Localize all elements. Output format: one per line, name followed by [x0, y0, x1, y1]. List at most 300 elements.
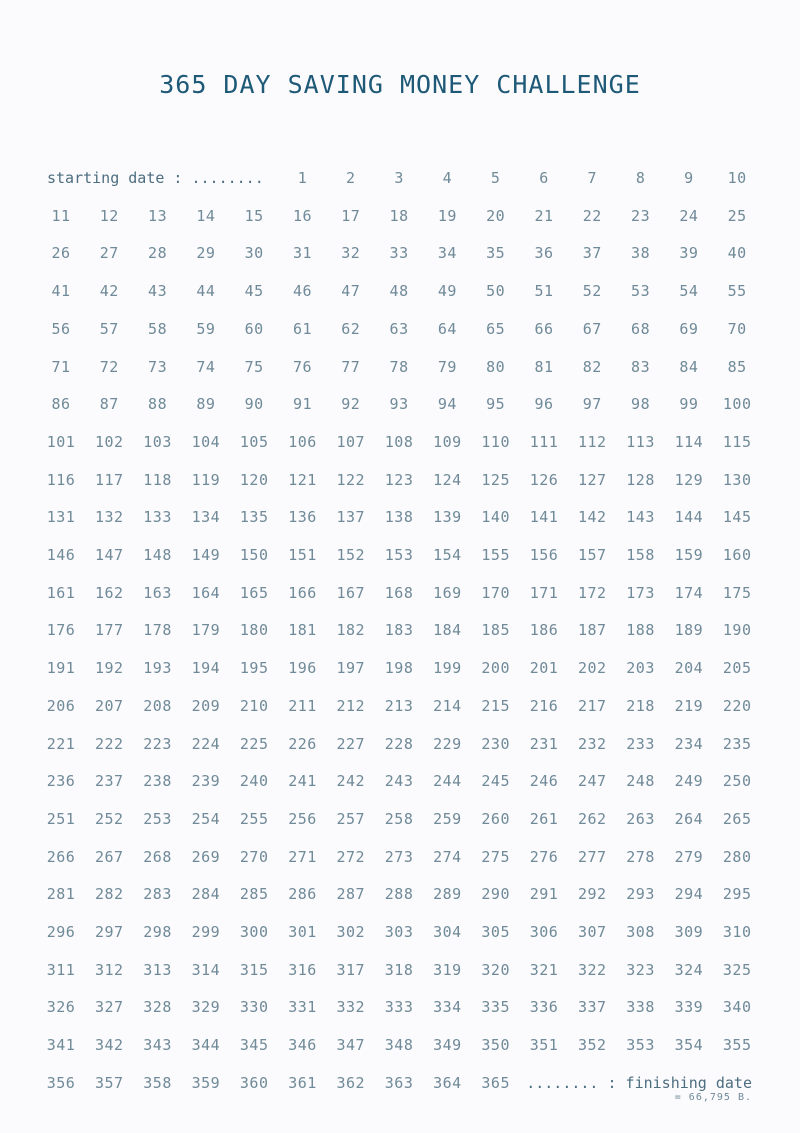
day-cell[interactable]: 295	[722, 885, 752, 904]
day-cell[interactable]: 144	[674, 508, 704, 527]
day-cell[interactable]: 273	[384, 847, 414, 866]
day-cell[interactable]: 147	[94, 546, 124, 564]
day-cell[interactable]: 269	[191, 847, 221, 866]
day-cell[interactable]: 326	[46, 998, 76, 1017]
day-cell[interactable]: 285	[239, 885, 269, 904]
day-cell[interactable]: 207	[94, 696, 124, 715]
day-cell[interactable]: 12	[99, 206, 119, 225]
day-cell[interactable]: 38	[631, 244, 651, 263]
day-cell[interactable]: 58	[148, 319, 168, 338]
day-cell[interactable]: 73	[148, 357, 168, 376]
day-cell[interactable]: 111	[529, 432, 559, 451]
day-cell[interactable]: 186	[529, 621, 559, 640]
day-cell[interactable]: 7	[587, 169, 598, 187]
day-cell[interactable]: 27	[99, 244, 119, 263]
day-cell[interactable]: 238	[143, 772, 172, 791]
day-cell[interactable]: 312	[94, 960, 124, 979]
day-cell[interactable]: 210	[239, 696, 269, 715]
day-cell[interactable]: 67	[582, 319, 602, 338]
day-cell[interactable]: 13	[148, 206, 168, 225]
day-cell[interactable]: 218	[626, 696, 655, 715]
day-cell[interactable]: 9	[684, 169, 694, 187]
day-cell[interactable]: 175	[722, 583, 752, 602]
day-cell[interactable]: 204	[674, 659, 704, 678]
day-cell[interactable]: 69	[679, 319, 699, 338]
day-cell[interactable]: 127	[577, 470, 607, 489]
day-cell[interactable]: 311	[46, 960, 76, 979]
day-cell[interactable]: 4	[442, 169, 453, 187]
day-cell[interactable]: 181	[288, 621, 317, 640]
day-cell[interactable]: 36	[534, 244, 554, 263]
day-cell[interactable]: 242	[336, 772, 366, 791]
day-cell[interactable]: 268	[143, 847, 172, 866]
day-cell[interactable]: 327	[94, 998, 124, 1017]
day-cell[interactable]: 171	[529, 583, 559, 602]
day-cell[interactable]: 129	[674, 470, 704, 489]
day-cell[interactable]: 83	[631, 357, 651, 376]
day-cell[interactable]: 345	[239, 1036, 269, 1055]
day-cell[interactable]: 331	[288, 998, 317, 1017]
day-cell[interactable]: 228	[384, 734, 414, 753]
day-cell[interactable]: 294	[674, 885, 704, 904]
day-cell[interactable]: 123	[384, 470, 414, 489]
day-cell[interactable]: 59	[196, 319, 216, 338]
day-cell[interactable]: 274	[433, 847, 462, 866]
day-cell[interactable]: 301	[288, 923, 317, 941]
day-cell[interactable]: 314	[191, 960, 221, 979]
day-cell[interactable]: 15	[244, 206, 264, 225]
day-cell[interactable]: 191	[46, 659, 76, 678]
day-cell[interactable]: 145	[722, 508, 752, 527]
day-cell[interactable]: 148	[143, 546, 172, 564]
day-cell[interactable]: 183	[384, 621, 414, 640]
day-cell[interactable]: 338	[626, 998, 655, 1017]
day-cell[interactable]: 11	[51, 206, 71, 225]
day-cell[interactable]: 64	[437, 319, 457, 338]
day-cell[interactable]: 177	[94, 621, 124, 640]
day-cell[interactable]: 337	[577, 998, 607, 1017]
day-cell[interactable]: 72	[99, 357, 119, 376]
day-cell[interactable]: 56	[51, 319, 71, 338]
day-cell[interactable]: 289	[433, 885, 462, 904]
day-cell[interactable]: 304	[433, 923, 462, 941]
day-cell[interactable]: 330	[239, 998, 269, 1017]
day-cell[interactable]: 236	[46, 772, 76, 791]
day-cell[interactable]: 241	[288, 772, 317, 791]
day-cell[interactable]: 104	[191, 432, 221, 451]
day-cell[interactable]: 329	[191, 998, 221, 1017]
day-cell[interactable]: 219	[674, 696, 704, 715]
day-cell[interactable]: 283	[143, 885, 172, 904]
day-cell[interactable]: 306	[529, 923, 559, 941]
day-cell[interactable]: 170	[481, 583, 510, 602]
day-cell[interactable]: 18	[389, 206, 409, 225]
day-cell[interactable]: 61	[292, 319, 313, 338]
day-cell[interactable]: 116	[46, 470, 76, 489]
day-cell[interactable]: 239	[191, 772, 221, 791]
day-cell[interactable]: 246	[529, 772, 559, 791]
day-cell[interactable]: 84	[679, 357, 699, 376]
day-cell[interactable]: 347	[336, 1036, 366, 1055]
day-cell[interactable]: 24	[679, 206, 699, 225]
day-cell[interactable]: 82	[582, 357, 602, 376]
day-cell[interactable]: 34	[437, 244, 457, 263]
day-cell[interactable]: 117	[94, 470, 124, 489]
day-cell[interactable]: 40	[727, 244, 747, 263]
day-cell[interactable]: 17	[341, 206, 361, 225]
day-cell[interactable]: 245	[481, 772, 510, 791]
day-cell[interactable]: 21	[534, 206, 554, 225]
day-cell[interactable]: 280	[722, 847, 752, 866]
day-cell[interactable]: 165	[239, 583, 269, 602]
day-cell[interactable]: 48	[389, 282, 409, 301]
day-cell[interactable]: 216	[529, 696, 559, 715]
day-cell[interactable]: 143	[626, 508, 655, 527]
day-cell[interactable]: 158	[626, 546, 655, 564]
day-cell[interactable]: 150	[239, 546, 269, 564]
day-cell[interactable]: 115	[722, 432, 752, 451]
day-cell[interactable]: 71	[51, 357, 71, 376]
day-cell[interactable]: 121	[288, 470, 317, 489]
day-cell[interactable]: 2	[346, 169, 356, 187]
day-cell[interactable]: 118	[143, 470, 172, 489]
day-cell[interactable]: 49	[437, 282, 457, 301]
day-cell[interactable]: 255	[239, 809, 269, 828]
day-cell[interactable]: 76	[292, 357, 313, 376]
day-cell[interactable]: 94	[437, 395, 457, 414]
day-cell[interactable]: 286	[288, 885, 317, 904]
day-cell[interactable]: 237	[94, 772, 124, 791]
day-cell[interactable]: 44	[196, 282, 216, 301]
day-cell[interactable]: 43	[148, 282, 168, 301]
day-cell[interactable]: 335	[481, 998, 510, 1017]
day-cell[interactable]: 161	[46, 583, 76, 602]
day-cell[interactable]: 278	[626, 847, 655, 866]
day-cell[interactable]: 364	[433, 1073, 462, 1092]
day-cell[interactable]: 138	[384, 508, 414, 527]
day-cell[interactable]: 292	[577, 885, 607, 904]
day-cell[interactable]: 74	[196, 357, 216, 376]
day-cell[interactable]: 290	[481, 885, 510, 904]
day-cell[interactable]: 270	[239, 847, 269, 866]
day-cell[interactable]: 281	[46, 885, 76, 904]
day-cell[interactable]: 233	[626, 734, 655, 753]
day-cell[interactable]: 152	[336, 546, 366, 564]
day-cell[interactable]: 324	[674, 960, 704, 979]
day-cell[interactable]: 114	[674, 432, 704, 451]
day-cell[interactable]: 80	[486, 357, 506, 376]
day-cell[interactable]: 258	[384, 809, 414, 828]
day-cell[interactable]: 139	[433, 508, 462, 527]
day-cell[interactable]: 136	[288, 508, 317, 527]
day-cell[interactable]: 68	[631, 319, 651, 338]
day-cell[interactable]: 316	[288, 960, 317, 979]
day-cell[interactable]: 206	[46, 696, 76, 715]
day-cell[interactable]: 176	[46, 621, 76, 640]
day-cell[interactable]: 195	[239, 659, 269, 678]
day-cell[interactable]: 51	[534, 282, 554, 301]
day-cell[interactable]: 215	[481, 696, 510, 715]
day-cell[interactable]: 184	[433, 621, 462, 640]
day-cell[interactable]: 173	[626, 583, 655, 602]
day-cell[interactable]: 33	[389, 244, 409, 263]
day-cell[interactable]: 19	[437, 206, 457, 225]
day-cell[interactable]: 198	[384, 659, 414, 678]
day-cell[interactable]: 75	[244, 357, 264, 376]
day-cell[interactable]: 263	[626, 809, 655, 828]
day-cell[interactable]: 272	[336, 847, 366, 866]
day-cell[interactable]: 200	[481, 659, 510, 678]
day-cell[interactable]: 360	[239, 1073, 269, 1092]
day-cell[interactable]: 164	[191, 583, 221, 602]
day-cell[interactable]: 243	[384, 772, 414, 791]
day-cell[interactable]: 293	[626, 885, 655, 904]
day-cell[interactable]: 310	[722, 923, 752, 941]
day-cell[interactable]: 223	[143, 734, 172, 753]
day-cell[interactable]: 256	[288, 809, 317, 828]
day-cell[interactable]: 321	[529, 960, 559, 979]
day-cell[interactable]: 230	[481, 734, 510, 753]
day-cell[interactable]: 156	[529, 546, 559, 564]
day-cell[interactable]: 70	[727, 319, 747, 338]
day-cell[interactable]: 344	[191, 1036, 221, 1055]
day-cell[interactable]: 89	[196, 395, 216, 414]
day-cell[interactable]: 287	[336, 885, 366, 904]
day-cell[interactable]: 277	[577, 847, 607, 866]
day-cell[interactable]: 298	[143, 923, 172, 941]
day-cell[interactable]: 189	[674, 621, 704, 640]
day-cell[interactable]: 221	[46, 734, 76, 753]
day-cell[interactable]: 146	[46, 546, 76, 564]
day-cell[interactable]: 112	[577, 432, 607, 451]
day-cell[interactable]: 96	[534, 395, 554, 414]
day-cell[interactable]: 307	[577, 923, 607, 941]
day-cell[interactable]: 342	[94, 1036, 124, 1055]
day-cell[interactable]: 353	[626, 1036, 655, 1055]
day-cell[interactable]: 47	[341, 282, 361, 301]
day-cell[interactable]: 167	[336, 583, 366, 602]
day-cell[interactable]: 30	[244, 244, 264, 263]
day-cell[interactable]: 253	[143, 809, 172, 828]
day-cell[interactable]: 53	[631, 282, 651, 301]
day-cell[interactable]: 95	[486, 395, 506, 414]
day-cell[interactable]: 300	[239, 923, 269, 941]
day-cell[interactable]: 333	[384, 998, 414, 1017]
day-cell[interactable]: 66	[534, 319, 554, 338]
day-cell[interactable]: 302	[336, 923, 366, 941]
day-cell[interactable]: 155	[481, 546, 510, 564]
day-cell[interactable]: 351	[529, 1036, 559, 1055]
day-cell[interactable]: 334	[433, 998, 462, 1017]
day-cell[interactable]: 346	[288, 1036, 317, 1055]
day-cell[interactable]: 187	[577, 621, 607, 640]
day-cell[interactable]: 157	[577, 546, 607, 564]
day-cell[interactable]: 120	[239, 470, 269, 489]
day-cell[interactable]: 299	[191, 923, 221, 941]
day-cell[interactable]: 169	[433, 583, 462, 602]
day-cell[interactable]: 225	[239, 734, 269, 753]
day-cell[interactable]: 325	[722, 960, 752, 979]
day-cell[interactable]: 100	[722, 395, 752, 414]
day-cell[interactable]: 98	[631, 395, 651, 414]
day-cell[interactable]: 151	[288, 546, 317, 564]
day-cell[interactable]: 99	[679, 395, 699, 414]
day-cell[interactable]: 240	[239, 772, 269, 791]
day-cell[interactable]: 31	[292, 244, 313, 263]
day-cell[interactable]: 209	[191, 696, 221, 715]
day-cell[interactable]: 16	[292, 206, 313, 225]
day-cell[interactable]: 197	[336, 659, 366, 678]
day-cell[interactable]: 50	[486, 282, 506, 301]
day-cell[interactable]: 182	[336, 621, 366, 640]
day-cell[interactable]: 222	[94, 734, 124, 753]
day-cell[interactable]: 154	[433, 546, 462, 564]
day-cell[interactable]: 190	[722, 621, 752, 640]
day-cell[interactable]: 140	[481, 508, 510, 527]
day-cell[interactable]: 46	[292, 282, 313, 301]
day-cell[interactable]: 208	[143, 696, 172, 715]
day-cell[interactable]: 41	[51, 282, 71, 301]
day-cell[interactable]: 257	[336, 809, 366, 828]
day-cell[interactable]: 260	[481, 809, 510, 828]
day-cell[interactable]: 264	[674, 809, 704, 828]
day-cell[interactable]: 350	[481, 1036, 510, 1055]
day-cell[interactable]: 132	[94, 508, 124, 527]
day-cell[interactable]: 159	[674, 546, 704, 564]
day-cell[interactable]: 282	[94, 885, 124, 904]
day-cell[interactable]: 267	[94, 847, 124, 866]
day-cell[interactable]: 357	[94, 1073, 124, 1092]
day-cell[interactable]: 322	[577, 960, 607, 979]
day-cell[interactable]: 179	[191, 621, 221, 640]
day-cell[interactable]: 265	[722, 809, 752, 828]
day-cell[interactable]: 85	[727, 357, 747, 376]
day-cell[interactable]: 5	[490, 169, 501, 187]
day-cell[interactable]: 101	[46, 432, 76, 451]
day-cell[interactable]: 229	[433, 734, 462, 753]
day-cell[interactable]: 135	[239, 508, 269, 527]
day-cell[interactable]: 92	[341, 395, 361, 414]
day-cell[interactable]: 125	[481, 470, 510, 489]
day-cell[interactable]: 78	[389, 357, 409, 376]
day-cell[interactable]: 244	[433, 772, 462, 791]
day-cell[interactable]: 203	[626, 659, 655, 678]
day-cell[interactable]: 192	[94, 659, 124, 678]
day-cell[interactable]: 235	[722, 734, 752, 753]
day-cell[interactable]: 250	[722, 772, 752, 791]
day-cell[interactable]: 362	[336, 1073, 366, 1092]
day-cell[interactable]: 288	[384, 885, 414, 904]
day-cell[interactable]: 217	[577, 696, 607, 715]
day-cell[interactable]: 130	[722, 470, 752, 489]
day-cell[interactable]: 174	[674, 583, 704, 602]
day-cell[interactable]: 308	[626, 923, 655, 941]
day-cell[interactable]: 26	[51, 244, 71, 263]
day-cell[interactable]: 188	[626, 621, 655, 640]
day-cell[interactable]: 45	[244, 282, 264, 301]
day-cell[interactable]: 22	[582, 206, 602, 225]
day-cell[interactable]: 122	[336, 470, 366, 489]
day-cell[interactable]: 234	[674, 734, 704, 753]
day-cell[interactable]: 213	[384, 696, 414, 715]
day-cell[interactable]: 108	[384, 432, 414, 451]
day-cell[interactable]: 309	[674, 923, 704, 941]
day-cell[interactable]: 103	[143, 432, 172, 451]
day-cell[interactable]: 205	[722, 659, 752, 678]
day-cell[interactable]: 10	[727, 169, 747, 187]
day-cell[interactable]: 163	[143, 583, 172, 602]
day-cell[interactable]: 355	[722, 1036, 752, 1055]
day-cell[interactable]: 126	[529, 470, 559, 489]
day-cell[interactable]: 318	[384, 960, 414, 979]
day-cell[interactable]: 259	[433, 809, 462, 828]
day-cell[interactable]: 247	[577, 772, 607, 791]
day-cell[interactable]: 212	[336, 696, 366, 715]
day-cell[interactable]: 91	[292, 395, 313, 414]
day-cell[interactable]: 86	[51, 395, 71, 414]
day-cell[interactable]: 110	[481, 432, 510, 451]
day-cell[interactable]: 275	[481, 847, 510, 866]
day-cell[interactable]: 320	[481, 960, 510, 979]
day-cell[interactable]: 8	[635, 169, 646, 187]
day-cell[interactable]: 109	[433, 432, 462, 451]
day-cell[interactable]: 63	[389, 319, 409, 338]
day-cell[interactable]: 303	[384, 923, 414, 941]
day-cell[interactable]: 354	[674, 1036, 704, 1055]
day-cell[interactable]: 193	[143, 659, 172, 678]
day-cell[interactable]: 62	[341, 319, 361, 338]
day-cell[interactable]: 359	[191, 1073, 221, 1092]
day-cell[interactable]: 356	[46, 1073, 76, 1092]
day-cell[interactable]: 133	[143, 508, 172, 527]
day-cell[interactable]: 166	[288, 583, 317, 602]
day-cell[interactable]: 363	[384, 1073, 414, 1092]
day-cell[interactable]: 232	[577, 734, 607, 753]
day-cell[interactable]: 93	[389, 395, 409, 414]
day-cell[interactable]: 87	[99, 395, 119, 414]
day-cell[interactable]: 227	[336, 734, 366, 753]
day-cell[interactable]: 160	[722, 546, 752, 564]
day-cell[interactable]: 276	[529, 847, 559, 866]
day-cell[interactable]: 252	[94, 809, 124, 828]
day-cell[interactable]: 332	[336, 998, 366, 1017]
day-cell[interactable]: 81	[534, 357, 554, 376]
day-cell[interactable]: 180	[239, 621, 269, 640]
day-cell[interactable]: 291	[529, 885, 559, 904]
day-cell[interactable]: 323	[626, 960, 655, 979]
day-cell[interactable]: 319	[433, 960, 462, 979]
day-cell[interactable]: 224	[191, 734, 221, 753]
day-cell[interactable]: 211	[288, 696, 317, 715]
day-cell[interactable]: 172	[577, 583, 607, 602]
day-cell[interactable]: 107	[336, 432, 366, 451]
day-cell[interactable]: 365	[481, 1073, 510, 1092]
day-cell[interactable]: 296	[46, 923, 76, 941]
day-cell[interactable]: 79	[437, 357, 457, 376]
day-cell[interactable]: 65	[486, 319, 506, 338]
day-cell[interactable]: 315	[239, 960, 269, 979]
day-cell[interactable]: 162	[94, 583, 124, 602]
day-cell[interactable]: 214	[433, 696, 462, 715]
day-cell[interactable]: 249	[674, 772, 704, 791]
day-cell[interactable]: 202	[577, 659, 607, 678]
day-cell[interactable]: 194	[191, 659, 221, 678]
day-cell[interactable]: 124	[433, 470, 462, 489]
day-cell[interactable]: 39	[679, 244, 699, 263]
day-cell[interactable]: 54	[679, 282, 699, 301]
day-cell[interactable]: 352	[577, 1036, 607, 1055]
day-cell[interactable]: 339	[674, 998, 704, 1017]
